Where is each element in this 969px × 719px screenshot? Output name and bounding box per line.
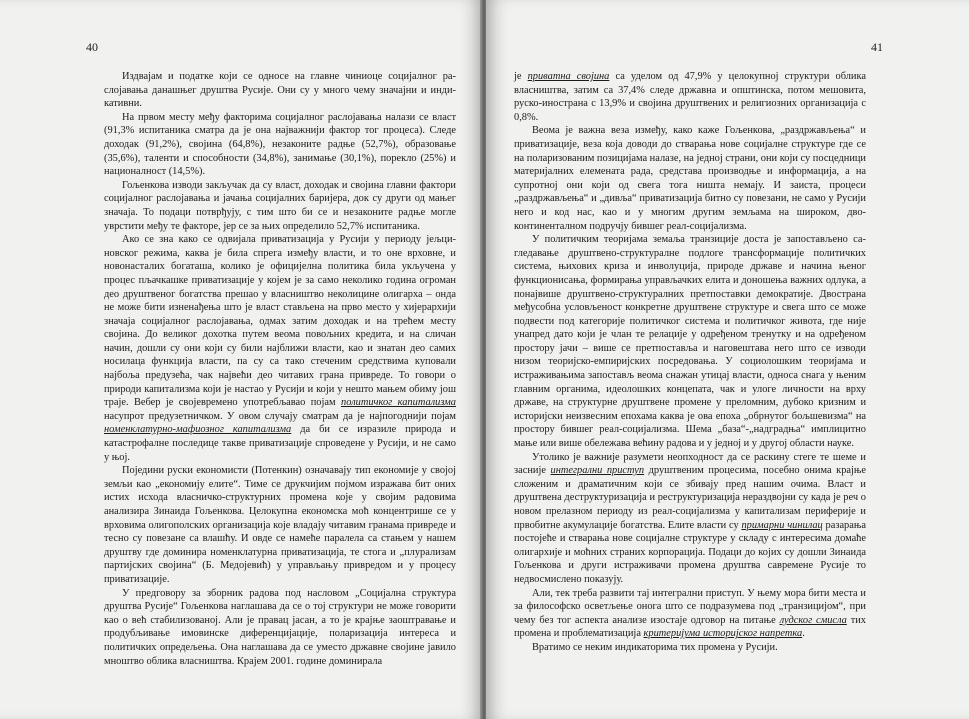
text-run: Ако се зна како се одвијала приватизација у Русији у периоду јељциновског режима, каква је била спрега између власти, и то оне врховне, и новонасталих богаташа, колико је официјелна политика била укључена у процес пљачкашке приватизације у којем је за само неколико година огроман део друштвеног богатства прешао у власништво неколицине олигарха – онда не може бити изненађења што је власт стављена на прво место у хијерархији значаја социјалног раслојавања, одмах затим доходак и на трећем месту својина. До великог дохотка путем веома повољних кредита, и на сличан начин, дошли су они који су били најближи власти, као и знатан део самих носилаца функција власти, па су са тако стеченим средствима куповали најбоља предузећа, чак највећи део читавих грана привреде. То говори о природи капитализма који је настао у Русији и који у нешто мањем обиму још траје. Вебер је својевремено употребљавао појам	[104, 234, 456, 409]
emphasized-term: примарни чинилац	[741, 519, 823, 531]
text-run: Поједини руски економисти (Потенкин) означавају тип економије у својој земљи као „економију елите“. Тиме се друкчијим појмом изражава бит оних истих исхода власничко-структурних промена које у своjим радовима анализира Зинаида Гољенкова. Целокупна економска моћ концентрише се у врховима олигополских организација које владају читавим гранама привреде и тесно су повезане са влашћу. И овде се намеће паралела са стањем у нашем друштву где доминира номенклатурна приватизација, те стога и „плурализам партијских својина“ (Б. Медојевић) у управљању привредом и у процесу приватизације.	[104, 465, 456, 585]
emphasized-term: критеријума историјског напретка	[643, 628, 803, 640]
page-number-left: 40	[86, 40, 98, 54]
right-page-text	[514, 70, 866, 655]
left-page	[0, 0, 482, 719]
paragraph	[514, 587, 866, 641]
text-run: Вратимо се неким индикаторима тих промена у Русији.	[532, 641, 778, 653]
paragraph	[104, 179, 456, 233]
paragraph	[104, 111, 456, 179]
paragraph	[514, 70, 866, 124]
text-run: да би се изразиле природа и катастрофалне последице такве приватизације спроведене у Русији, и не само у њој.	[104, 424, 456, 463]
paragraph	[104, 587, 456, 669]
text-run: На првом месту међу факторима социјалног раслојавања налази се власт (91,3% испитаника сматра да је она најважнији фактор тог процеса). Следе доходак (91,2%), својина (64,8%), незаконите радње (52,7%), образовање (35,6%), таленти и способности (34,8%), занимање (30,1%), порекло (25%) и националност (14,5%).	[104, 111, 456, 178]
text-run: друштвеним процесима, посебно онима крајње сложеним и драматичним који се збивају пред нашим очима. Власт и друштвена деструктуризација и реструктуризација нераздвојни су када је реч о новом прелазном периоду из реал-социјализма у капитализам периферије и првобитне акумулације богатства. Елите власти су	[514, 465, 867, 531]
paragraph	[514, 641, 866, 655]
paragraph	[514, 233, 866, 451]
text-run: У предговору за зборник радова под насловом „Социјална структура друштва Русије“ Гољенкова наглашава да се о тој структури не може говорити као о већ стабилизованој. Али је правац јасан, а то је крајње заоштравање и продубљивање имовинске диференцијације, поларизација интереса и политичких опредељења. Она наглашава да се уместо државне својине јавило мноштво облика власништва. Крајем 2001. године доминирала	[104, 587, 456, 667]
emphasized-term: номенклатурно-мафиозног капитализма	[104, 424, 292, 436]
page-number-right: 41	[871, 40, 883, 54]
text-run: Веома је важна веза између, како каже Гољенкова, „раздржављења“ и приватизације, веза која доводи до стварања нове социјалне структуре где се на поларизованим позицијама налазе, на једној страни, они који су посцедници материјалних елемената рада, средстава производње и информација, а на супротној они који од свега тога ништа немају. И заиста, процеси „раздржављења“ и „дивља“ приватизација битно су повезани, не само у Русији него и код нас, као и у многим другим земљама на широком, двоконтиненталном подручју бившег реал-социјализма.	[514, 125, 866, 232]
emphasized-term: лудског смисла	[779, 614, 847, 626]
paragraph	[104, 70, 456, 111]
paragraph	[104, 233, 456, 464]
emphasized-term: политичког капитализма	[341, 397, 457, 409]
text-run: Гољенкова изводи закључак да су власт, доходак и својина главни фактори социјалног раслојавања и јачања социјалних баријера, док су други од мањег значаја. То подаци потврђују, с тим што би се и незаконите радње могле уврстити међу те факторе, јер се за њих определило 52,7% испитаника.	[104, 179, 456, 232]
emphasized-term: интегрални приступ	[550, 465, 645, 477]
text-run: разарања постојеће и стварања нове социјалне структуре у складу с интересима домаће олигархије и моћних страних корпорација. Подаци до којих су дошли Зинаида Гољенкова и други истраживачи промена друштва савремене Русије то недвосмислено показују.	[514, 519, 866, 585]
right-page	[486, 0, 969, 719]
text-run: тих промена и проблематизација	[514, 614, 866, 640]
text-run: У политичким теоријама земаља транзиције доста је запостављено сагледавање друштвено-структуралне подлоге трансформације политичких система, њихових криза и инволуција, природе државе и начина њеног функционисања, формирања управљачких елита и доношења важних одлука, а понајвише друштвено-структуралних претпоставки демократије. Двострана међусобна условљеност конкретне друштвене структуре и свега што се може подвести под категорије политичког система и политичког живота, где није унапред дато који је члан те релације у одређеном тренутку и на одређеном простору јачи – више се претпоставља и наговештава него што се изводи низом теоријско-емпиријских посредовања. У социолошким теоријама и истраживањима запостављ веома снажан утицај власти, односа снага у њеним главним органима, идеолошких концепата, чак и улоге личности на врху државе, на структурне друштвене промене у преломним, дубоко кризним и историјски неизвесним епохама каква је ова епоха „обрнутог бољшевизма“ на простору бившег реал-социјализма. Шема „база“-„надградња“ имплицитно мање или више обележава већину радова и у једној и у другој области науке.	[514, 234, 866, 450]
text-run: насупрот предузетничком. У овом случају сматрам да је најпогоднији појам	[104, 410, 456, 422]
text-run: Утолико је важније разумети неопходност да се раскину стеге те шеме и засније	[514, 451, 866, 477]
text-run: са уделом од 47,9% у целокупној структури облика власништва, затим са 37,4% следе државна и општинска, потом мешовита, руско-иностранa с 13,9% и својина друштвених и религиозних организација с 0,8%.	[514, 71, 866, 123]
paragraph	[514, 124, 866, 233]
emphasized-term: приватна својина	[527, 71, 610, 82]
text-run: Издвајам и податке који се односе на главне чиниоце социјалног раслојавања данашњег друштва Русије. Они су у много чему значајни и индикативни.	[104, 71, 456, 110]
text-run: Али, тек треба развити тај интегрални приступ. У њему мора бити места и за философско осветљење онога што се подразумева под „транзицијом“, при чему без тог аспекта анализе изостаје одговор на питање	[514, 587, 866, 626]
left-page-text	[104, 70, 456, 668]
text-run: .	[802, 628, 805, 640]
paragraph	[104, 464, 456, 586]
paragraph	[514, 451, 866, 587]
text-run: је	[514, 71, 528, 82]
